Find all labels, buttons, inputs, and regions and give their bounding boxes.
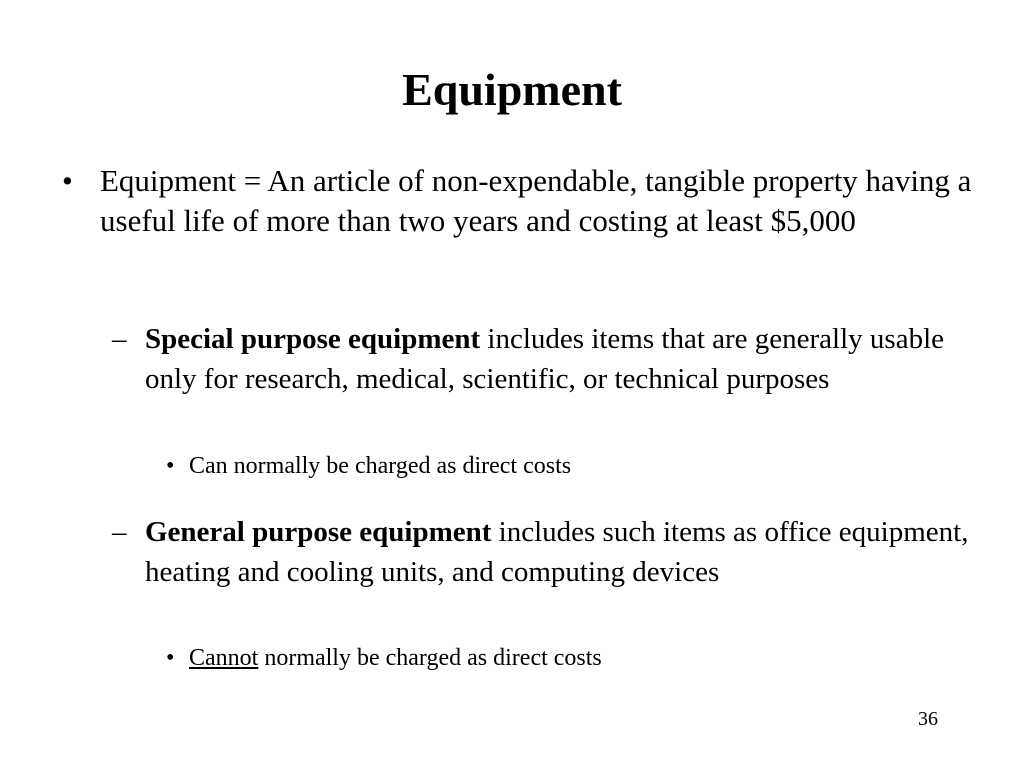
general-purpose-note-text xyxy=(189,643,946,673)
definition-bullet-item xyxy=(62,161,972,241)
bullet-marker: • xyxy=(62,163,73,198)
special-purpose-note xyxy=(166,451,946,481)
general-purpose-note-body: normally be charged as direct costs xyxy=(258,645,602,671)
bullet-marker: • xyxy=(166,453,175,479)
special-purpose-note-body: Can normally be charged as direct costs xyxy=(189,453,572,479)
general-purpose-term: General purpose equipment xyxy=(145,516,492,548)
special-purpose-text xyxy=(145,319,972,399)
page-number: 36 xyxy=(918,708,938,730)
special-purpose-term: Special purpose equipment xyxy=(145,323,481,355)
special-purpose-description: includes items that are generally usable only for research, medical, scientific, or technical purposes xyxy=(145,323,945,395)
dash-marker: – xyxy=(112,323,127,355)
general-purpose-text xyxy=(145,512,972,592)
bullet-marker: • xyxy=(166,645,175,671)
dash-marker: – xyxy=(112,516,127,548)
general-purpose-item xyxy=(112,512,972,592)
special-purpose-note-text xyxy=(189,451,946,481)
general-purpose-description: includes such items as office equipment, heating and cooling units, and computing devices xyxy=(145,516,969,588)
slide-title: Equipment xyxy=(402,64,622,115)
general-purpose-note xyxy=(166,643,946,673)
definition-text: Equipment = An article of non-expendable, tangible property having a useful life of more than two years and costing at least $5,000 xyxy=(100,163,972,238)
cannot-emphasis: Cannot xyxy=(189,645,259,671)
special-purpose-item xyxy=(112,319,972,399)
